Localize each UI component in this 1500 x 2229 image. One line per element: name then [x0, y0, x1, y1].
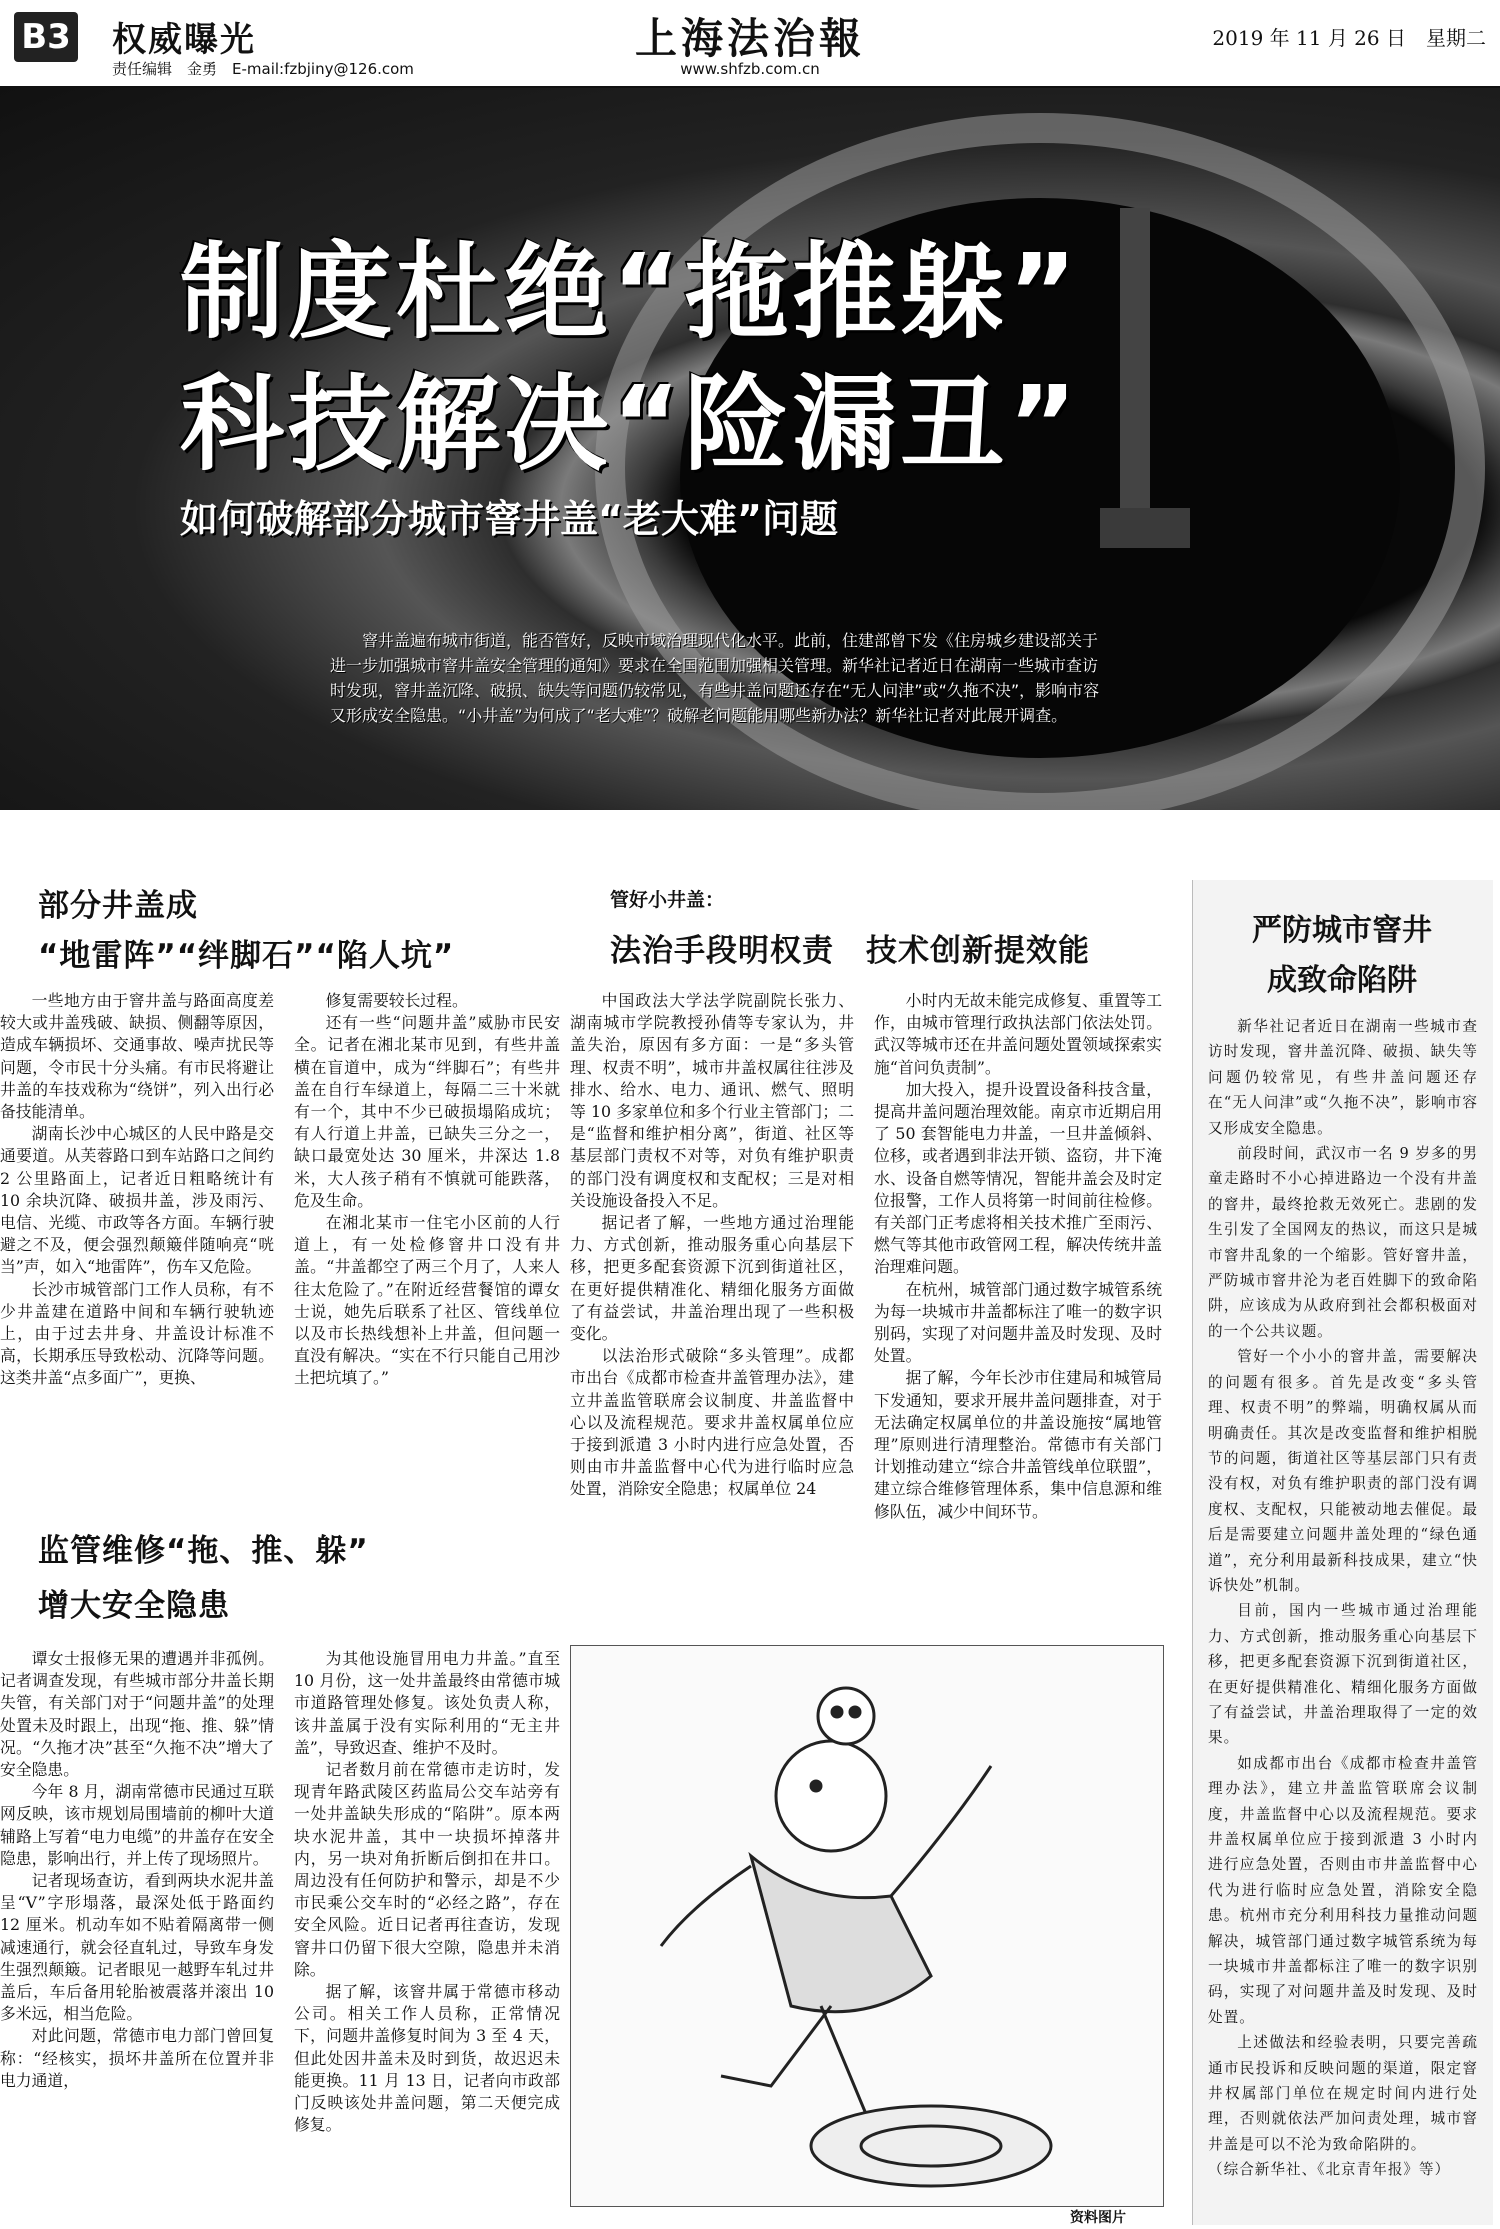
paragraph: 湖南长沙中心城区的人民中路是交通要道。从芙蓉路口到车站路口之间约 2 公里路面上，记者近日粗略统计有 10 余块沉降、破损井盖，涉及雨污、电信、光缆、市政等各方面。车辆行驶避之不及，便会强烈颠簸伴随响亮“咣当”声，如入“地雷阵”，伤车又危险。: [0, 1124, 274, 1277]
section1-heading-line1: 部分井盖成: [38, 888, 198, 924]
section2-heading-line2: 增大安全隐患: [38, 1588, 230, 1624]
headline-line-2: 科技解决“险漏丑”: [180, 363, 1081, 485]
subheadline: 如何破解部分城市窨井盖“老大难”问题: [180, 497, 838, 541]
section3-column-2: [874, 990, 1162, 1523]
sidebar-title-line1: 严防城市窨井: [1252, 913, 1432, 948]
headline-line-1: 制度杜绝“拖推躲”: [180, 231, 1081, 353]
section3-kicker: 管好小井盖：: [610, 889, 725, 911]
paragraph: 管好一个小小的窨井盖，需要解决的问题有很多。首先是改变“多头管理、权责不明”的弊端，明确权属从而明确责任。其次是改变监督和维护相脱节的问题，街道社区等基层部门只有责没有权，对负有维护职责的部门没有调度权、支配权，只能被动地去催促。最后是需要建立问题井盖处理的“绿色通道”，充分利用最新科技成果，建立“快诉快处”机制。: [1208, 1348, 1478, 1594]
paragraph: 一些地方由于窨井盖与路面高度差较大或井盖残破、缺损、侧翻等原因，造成车辆损坏、交通事故、噪声扰民等问题，令市民十分头痛。有市民将避让井盖的车技戏称为“绕饼”，列入出行必备技能清单。: [0, 991, 274, 1122]
source-note: （综合新华社、《北京青年报》等）: [1208, 2161, 1451, 2179]
newspaper-url[interactable]: www.shfzb.com.cn: [680, 60, 820, 78]
section2-column-1: [0, 1648, 274, 2092]
paragraph: 新华社记者近日在湖南一些城市查访时发现，窨井盖沉降、破损、缺失等问题仍较常见，有些井盖问题还存在“无人问津”或“久拖不决”，影响市容又形成安全隐患。: [1208, 1018, 1478, 1137]
paragraph: 长沙市城管部门工作人员称，有不少井盖建在道路中间和车辆行驶轨迹上，由于过去井身、井盖设计标准不高，长期承压导致松动、沉降等问题。这类井盖“点多面广”，更换、: [0, 1279, 274, 1388]
paragraph: 据了解，今年长沙市住建局和城管局下发通知，要求开展井盖问题排查，对于无法确定权属单位的井盖设施按“属地管理”原则进行清理整治。常德市有关部门计划推动建立“综合井盖管线单位联盟”，建立综合维修管理体系，集中信息源和维修队伍，减少中间环节。: [874, 1368, 1162, 1521]
paragraph: 小时内无故未能完成修复、重置等工作，由城市管理行政执法部门依法处罚。武汉等城市还在井盖问题处置领域探索实施“首问负责制”。: [874, 991, 1162, 1077]
hero-photo-manhole: [0, 88, 1500, 810]
paragraph: 在杭州，城管部门通过数字城管系统为每一块城市井盖都标注了唯一的数字识别码，实现了对问题井盖及时发现、及时处置。: [874, 1279, 1162, 1366]
sidebar-title-line2: 成致命陷阱: [1267, 963, 1417, 998]
cartoon-caption: 资料图片: [1070, 2210, 1126, 2226]
paragraph: 目前，国内一些城市通过治理能力、方式创新，推动服务重心向基层下移，把更多配套资源下沉到街道社区，在更好提供精准化、精细化服务方面做了有益尝试，井盖治理取得了一定的效果。: [1208, 1602, 1478, 1747]
lead-paragraph: 窨井盖遍布城市街道，能否管好，反映市域治理现代化水平。此前，住建部曾下发《住房城乡建设部关于进一步加强城市窨井盖安全管理的通知》要求在全国范围加强相关管理。新华社记者近日在湖南一些城市查访时发现，窨井盖沉降、破损、缺失等问题仍较常见，有些井盖问题还存在“无人问津”或“久拖不决”，影响市容又形成安全隐患。“小井盖”为何成了“老大难”？破解老问题能用哪些新办法？新华社记者对此展开调查。: [330, 631, 1100, 725]
paragraph: 在湘北某市一住宅小区前的人行道上，有一处检修窨井口没有井盖。“井盖都空了两三个月了，人来人往太危险了。”在附近经营餐馆的谭女士说，她先后联系了社区、管线单位以及市长热线想补上井盖，但问题一直没有解决。“实在不行只能自己用沙土把坑填了。”: [294, 1213, 560, 1388]
paragraph: 加大投入，提升设置设备科技含量，提高井盖问题治理效能。南京市近期启用了 50 套智能电力井盖，一旦井盖倾斜、位移，或者遇到非法开锁、盗窃，井下淹水、设备自燃等情况，智能井盖会及时定位报警，工作人员将第一时间前往检修。有关部门正考虑将相关技术推广至雨污、燃气等其他市政管网工程，解决传统井盖治理难问题。: [874, 1079, 1162, 1277]
paragraph: 还有一些“问题井盖”威胁市民安全。记者在湘北某市见到，有些井盖横在盲道中，成为“绊脚石”；有些井盖在自行车绿道上，每隔二三十米就有一个，其中不少已破损塌陷成坑；有人行道上井盖，已缺失三分之一，缺口最宽处达 30 厘米，井深达 1.8 米，大人孩子稍有不慎就可能跌落，危及生命。: [294, 1013, 560, 1210]
paragraph: 修复需要较长过程。: [325, 991, 468, 1010]
newspaper-masthead: 上海法治報: [634, 14, 865, 63]
section1-column-2: [294, 990, 560, 1390]
paragraph: 如成都市出台《成都市检查井盖管理办法》，建立井盖监管联席会议制度，井盖监督中心以及流程规范。要求井盖权属单位应于接到派遣 3 小时内进行应急处置，否则由市井盖监督中心代为进行临时应急处置，消除安全隐患。杭州市充分利用科技力量推动问题解决，城管部门通过数字城管系统为每一块城市井盖都标注了唯一的数字识别码，实现了对问题井盖及时发现、及时处置。: [1208, 1754, 1478, 2026]
paragraph: 对此问题，常德市电力部门曾回复称：“经核实，损坏井盖所在位置并非电力通道，: [0, 2026, 274, 2090]
paragraph: 谭女士报修无果的遭遇并非孤例。记者调查发现，有些城市部分井盖长期失管，有关部门对于“问题井盖”的处理处置未及时跟上，出现“拖、推、躲”情况。“久拖才决”甚至“久拖不决”增大了安全隐患。: [0, 1649, 274, 1780]
paragraph: 前段时间，武汉市一名 9 岁多的男童走路时不小心掉进路边一个没有井盖的窨井，最终抢救无效死亡。悲剧的发生引发了全国网友的热议，而这只是城市窨井乱象的一个缩影。管好窨井盖，严防城市窨井沦为老百姓脚下的致命陷阱，应该成为从政府到社会都积极面对的一个公共议题。: [1208, 1145, 1478, 1340]
section1-heading-line2: “地雷阵”“绊脚石”“陷人坑”: [38, 938, 455, 974]
page-number-badge: B3: [14, 12, 78, 62]
paragraph: 据了解，该窨井属于常德市移动公司。相关工作人员称，正常情况下，问题井盖修复时间为 3 至 4 天，但此处因井盖未及时到货，故迟迟未能更换。11 月 13 日，记者向市政部门反映该处井盖问题，第二天便完成修复。: [294, 1982, 560, 2135]
sidebar-body: [1208, 1014, 1478, 2183]
paragraph: 记者数月前在常德市走访时，发现青年路武陵区药监局公交车站旁有一处井盖缺失形成的“陷阱”。原本两块水泥井盖，其中一块损坏掉落井内，另一块对角折断后倒扣在井口。周边没有任何防护和警示，却是不少市民乘公交车时的“必经之路”，存在安全风险。近日记者再往查访，发现窨井口仍留下很大空隙，隐患并未消除。: [294, 1760, 560, 1979]
paragraph: 中国政法大学法学院副院长张力、湖南城市学院教授孙倩等专家认为，井盖失治，原因有多方面：一是“多头管理、权责不明”，城市井盖权属往往涉及排水、给水、电力、通讯、燃气、照明等 10 多家单位和多个行业主管部门；二是“监督和维护相分离”，街道、社区等基层部门责权不对等，对负有维护职责的部门没有调度权和支配权；三是对相关设施设备投入不足。: [570, 991, 854, 1210]
editor-line: 责任编辑 金勇 E-mail:fzbjiny@126.com: [112, 60, 414, 78]
issue-date: 2019 年 11 月 26 日 星期二: [1212, 26, 1486, 50]
cartoon-illustration: [570, 1645, 1164, 2207]
paragraph: 据记者了解，一些地方通过治理能力、方式创新，推动服务重心向基层下移，把更多配套资源下沉到街道社区，在更好提供精准化、精细化服务方面做了有益尝试，井盖治理出现了一些积极变化。: [570, 1213, 854, 1344]
section-title: 权威曝光: [112, 20, 256, 60]
section2-heading-line1: 监管维修“拖、推、躲”: [38, 1533, 369, 1569]
section3-heading: 法治手段明权责 技术创新提效能: [610, 933, 1090, 969]
paragraph: 为其他设施冒用电力井盖。”直至 10 月份，这一处井盖最终由常德市城市道路管理处修复。该处负责人称，该井盖属于没有实际利用的“无主井盖”，导致迟查、维护不及时。: [294, 1649, 560, 1757]
paragraph: 以法治形式破除“多头管理”。成都市出台《成都市检查井盖管理办法》，建立井盖监管联席会议制度、井盖监督中心以及流程规范。要求井盖权属单位应于接到派遣 3 小时内进行应急处置，否则由市井盖监督中心代为进行临时应急处置，消除安全隐患；权属单位 24: [570, 1346, 854, 1499]
paragraph: 上述做法和经验表明，只要完善疏通市民投诉和反映问题的渠道，限定窨井权属部门单位在规定时间内进行处理，否则就依法严加问责处理，城市窨井盖是可以不沦为致命陷阱的。: [1208, 2034, 1478, 2153]
falling-man-cartoon: [571, 1646, 1163, 2206]
section2-column-2: [294, 1648, 560, 2136]
paragraph: 记者现场查访，看到两块水泥井盖呈“V”字形塌落，最深处低于路面约 12 厘米。机动车如不贴着隔离带一侧减速通行，就会径直轧过，导致车身发生强烈颠簸。记者眼见一越野车轧过井盖后，车后备用轮胎被震落并滚出 10 多米远，相当危险。: [0, 1871, 274, 2024]
paragraph: 今年 8 月，湖南常德市民通过互联网反映，该市规划局围墙前的柳叶大道辅路上写着“电力电缆”的井盖存在安全隐患，影响出行，并上传了现场照片。: [0, 1782, 274, 1868]
section3-column-1: [570, 990, 854, 1501]
section1-column-1: [0, 990, 274, 1390]
